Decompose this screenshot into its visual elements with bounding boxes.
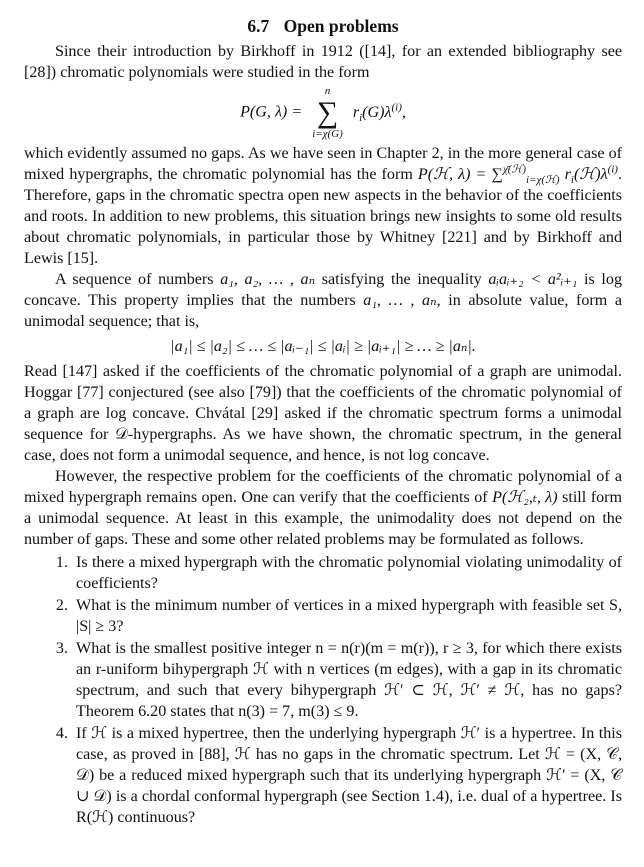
problem-list — [24, 552, 622, 828]
p2-text-b: . Therefore, gaps in the chromatic spectra open new aspects in the behavior of the coefficients and roots. In addition to new problems, this situation brings new insights to some old results about chromatic polynomials, in particular those by Whitney [221] and by Birkhoff and Lewis [15]. — [24, 166, 622, 267]
formula-chromatic-polynomial — [24, 85, 622, 141]
problem-item: 3. What is the smallest positive integer n = n(r)(m = m(r)), r ≥ 3, for which there exists an r-uniform bihypergraph ℋ with n vertices (m edges), with a gap in its chromatic spectrum, and such that every bihypergraph ℋ′ ⊂ ℋ, ℋ′ ≠ ℋ, has no gaps? Theorem 6.20 states that n(3) = 7, m(3) ≤ 9. — [72, 638, 622, 722]
p3-text-a: A sequence of numbers — [55, 271, 221, 288]
section-number: 6.7 — [247, 16, 270, 36]
term-symbol: r — [352, 103, 360, 121]
problem-item: 2. What is the minimum number of vertices in a mixed hypergraph with feasible set S, |S| ≥ 3? — [72, 595, 622, 637]
paragraph-history: Read [147] asked if the coefficients of the chromatic polynomial of a graph are unimodal. Hoggar [77] conjectured (see also [79]) that the coefficients of the chromatic polynomial of a graph are log concave. Chvátal [29] asked if the chromatic spectrum forms a unimodal sequence for 𝒟-hypergraphs. As we have shown, the chromatic spectrum, in the general case, does not form a unimodal sequence, and hence, is not log concave. — [24, 363, 622, 464]
sigma-symbol: ∑ — [316, 96, 339, 129]
paragraph-mixed-hypergraphs — [24, 143, 622, 269]
sum-lower-limit: i=χ(G) — [312, 128, 343, 140]
problem-item: 1. Is there a mixed hypergraph with the chromatic polynomial violating unimodality of coefficients? — [72, 552, 622, 594]
p2-formula-sub: i=χ(ℋ) — [526, 174, 560, 187]
p2-text-a: which evidently assumed no gaps. As we have seen in Chapter 2, in the more general case of mixed hypergraphs, the chromatic polynomial has the form — [24, 145, 622, 183]
p5-formula: P(ℋ₂,ₜ, λ) — [492, 489, 558, 506]
summation — [312, 85, 343, 141]
p5-text-b: still form a unimodal sequence. At least in this example, the unimodality does not depend on the number of gaps. These and some other related problems may be formulated as follows. — [24, 489, 623, 548]
p2-formula-rest: r — [559, 166, 571, 183]
p2-formula-rest-sub: i — [570, 174, 574, 187]
p5-text-a: However, the respective problem for the coefficients of the chromatic polynomial of a mixed hypergraph remains open. One can verify that the coefficients of — [24, 468, 622, 506]
section-title: Open problems — [283, 16, 399, 36]
paragraph-intro: Since their introduction by Birkhoff in 1912 ([14], for an extended bibliography see [28]) chromatic polynomials were studied in the form — [24, 43, 622, 81]
p3-text-d: , in absolute value, form a unimodal sequence; that is, — [24, 292, 623, 330]
p3-sequence-2: a₁, … , aₙ — [363, 292, 437, 309]
term-trail: , — [401, 103, 406, 121]
section-heading — [24, 15, 622, 37]
p2-formula-rest2-sup: (i) — [607, 163, 618, 176]
p2-formula-rest2: (ℋ)λ — [573, 166, 608, 183]
formula-lhs: P(G, λ) = — [240, 103, 303, 121]
problem-item: 4. If ℋ is a mixed hypertree, then the underlying hypergraph ℋ′ is a hypertree. In this case, as proved in [88], ℋ has no gaps in the chromatic spectrum. Let ℋ = (X, 𝒞, 𝒟) be a reduced mixed hypergraph such that its underlying hypergraph ℋ′ = (X, 𝒞 ∪ 𝒟) is a chordal conformal hypergraph (see Section 1.4), i.e. dual of a hypertree. Is R(ℋ) continuous? — [72, 723, 622, 828]
paragraph-open-question — [24, 466, 622, 550]
formula-term — [352, 101, 406, 124]
p3-text-b: satisfying the inequality — [315, 271, 489, 288]
p3-text-c: is log concave. This property implies that the numbers — [24, 271, 622, 309]
p2-formula: P(ℋ, λ) = ∑ — [417, 166, 503, 183]
p2-formula-sup: χ̄(ℋ) — [502, 163, 527, 176]
p3-inequality: aᵢaᵢ₊₂ < a²ᵢ₊₁ — [488, 271, 578, 288]
term-superscript: (i) — [391, 101, 402, 114]
formula-unimodal: |a₁| ≤ |a₂| ≤ … ≤ |aᵢ₋₁| ≤ |aᵢ| ≥ |aᵢ₊₁| ≥ … ≥ |aₙ|. — [170, 338, 476, 355]
sum-upper-limit: n — [324, 85, 331, 97]
paragraph-log-concave — [24, 269, 622, 332]
term-body: (G)λ — [362, 103, 392, 121]
p3-sequence: a₁, a₂, … , aₙ — [220, 271, 316, 288]
term-subscript: i — [359, 111, 363, 124]
